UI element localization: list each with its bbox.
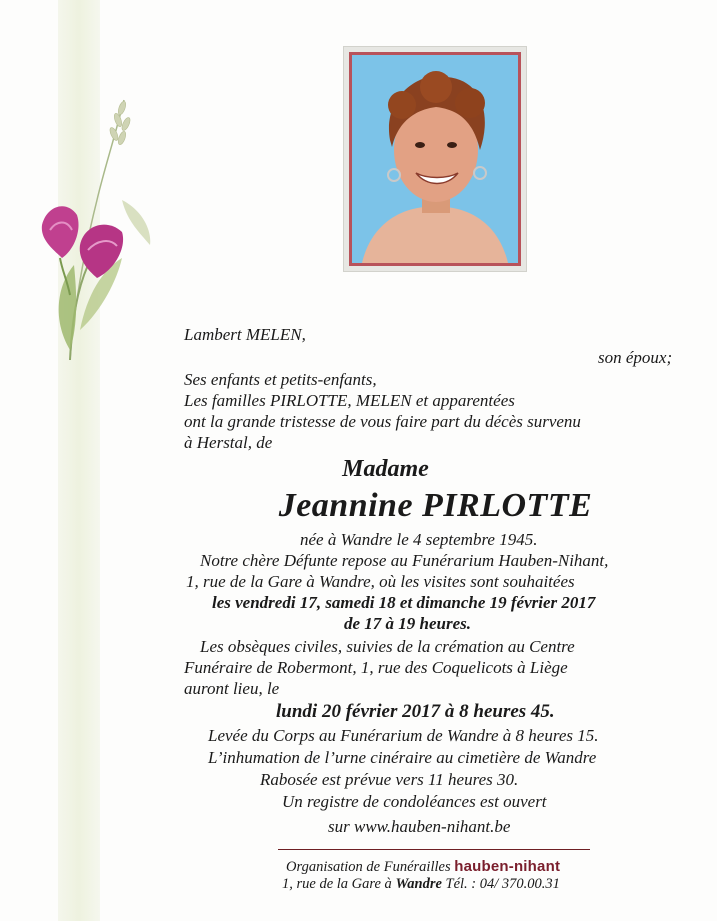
details-line: Notre chère Défunte repose au Funérarium Hauben-Nihant, [200, 551, 609, 570]
address-city: Wandre [395, 876, 442, 892]
details-line: auront lieu, le [184, 679, 280, 698]
details-line: Levée du Corps au Funérarium de Wandre à 8 heures 15. [208, 726, 599, 745]
details-line: Funéraire de Robermont, 1, rue des Coquelicots à Liège [184, 658, 568, 677]
details-line: L’inhumation de l’urne cinéraire au cimetière de Wandre [208, 748, 597, 767]
birth-info: née à Wandre le 4 septembre 1945. [300, 530, 538, 549]
footer-address [282, 876, 560, 893]
visiting-dates: les vendredi 17, samedi 18 et dimanche 19 février 2017 [212, 593, 596, 612]
phone-number: Tél. : 04/ 370.00.31 [445, 876, 560, 892]
announcement-line: ont la grande tristesse de vous faire part du décès survenu [184, 412, 581, 431]
details-line: Rabosée est prévue vers 11 heures 30. [260, 770, 519, 789]
deceased-name: Jeannine PIRLOTTE [278, 487, 593, 524]
announcement-line: Ses enfants et petits-enfants, [184, 370, 377, 389]
photo-frame [343, 46, 527, 272]
announcement-line: à Herstal, de [184, 433, 273, 452]
calla-lily-icon [22, 80, 172, 380]
details-line: Les obsèques civiles, suivies de la crémation au Centre [200, 637, 575, 656]
brand-logo: hauben-nihant [454, 858, 561, 875]
portrait-photo [349, 52, 521, 266]
details-line: 1, rue de la Gare à Wandre, où les visites sont souhaitées [186, 572, 575, 591]
spouse-relation: son époux; [598, 348, 673, 367]
deceased-title: Madame [342, 456, 429, 482]
address-prefix: 1, rue de la Gare à [282, 876, 392, 892]
organisation-label: Organisation de Funérailles [286, 859, 451, 875]
announcement-line: Les familles PIRLOTTE, MELEN et apparentées [184, 391, 515, 410]
details-line: Un registre de condoléances est ouvert [282, 792, 547, 811]
spouse-name: Lambert MELEN, [184, 325, 306, 344]
funeral-date: lundi 20 février 2017 à 8 heures 45. [276, 701, 555, 722]
visiting-hours: de 17 à 19 heures. [344, 614, 472, 633]
condolence-website: sur www.hauben-nihant.be [328, 817, 511, 836]
footer-organisation [286, 858, 560, 876]
footer-divider [278, 849, 590, 850]
